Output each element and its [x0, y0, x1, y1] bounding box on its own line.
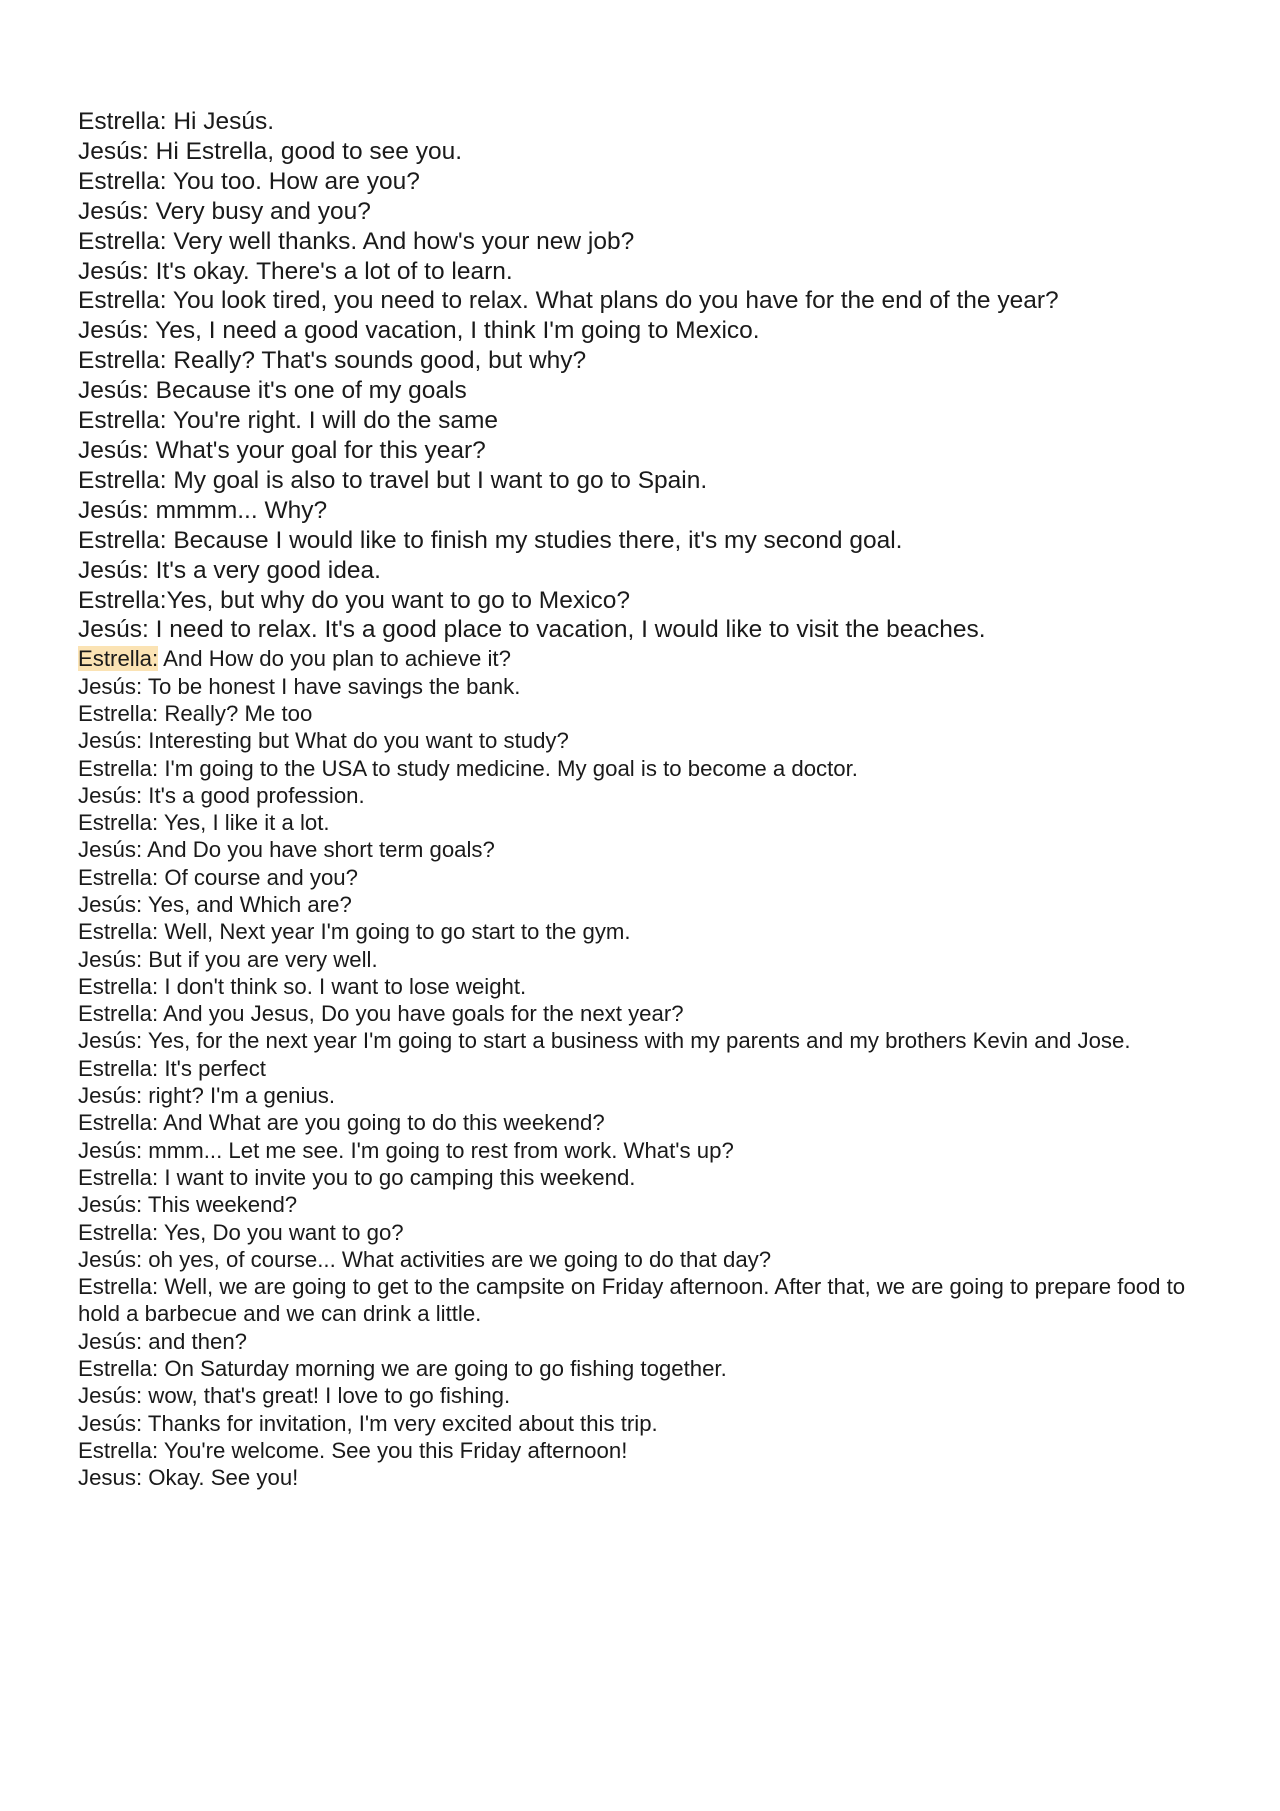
speaker-name: Jesús: [78, 377, 149, 405]
speaker-name: Jesús: [78, 1083, 143, 1109]
speaker-name: Jesús: [78, 436, 149, 464]
speaker-name: Estrella: [78, 227, 167, 255]
utterance-text: It's a good profession. [142, 782, 365, 808]
speaker-name: Jesús: [78, 317, 149, 345]
utterance-text: And What are you going to do this weekend? [158, 1110, 605, 1136]
dialogue-line [78, 556, 1228, 586]
speaker-name: Jesús: [78, 946, 143, 972]
utterance-text: Okay. See you! [142, 1465, 299, 1491]
dialogue-line [78, 645, 1228, 672]
speaker-name: Estrella: [78, 167, 167, 195]
speaker-name: Estrella: [78, 646, 159, 672]
dialogue-line [78, 673, 1228, 700]
utterance-text: And you Jesus, Do you have goals for the next year? [158, 1001, 684, 1027]
speaker-name: Estrella: [78, 1110, 159, 1136]
utterance-text: Yes, I need a good vacation, I think I'm going to Mexico. [148, 317, 760, 345]
dialogue-line [78, 1137, 1228, 1164]
dialogue-line [78, 1382, 1228, 1409]
dialogue-line [78, 1164, 1228, 1191]
dialogue-line [78, 1219, 1228, 1246]
speaker-name: Jesús: [78, 1192, 143, 1218]
speaker-name: Jesús: [78, 673, 143, 699]
speaker-name: Jesús: [78, 1137, 143, 1163]
speaker-name: Estrella: [78, 1437, 159, 1463]
utterance-text: Because I would like to finish my studies there, it's my second goal. [166, 526, 903, 554]
utterance-text: I want to invite you to go camping this weekend. [158, 1164, 636, 1190]
dialogue-transcript [78, 107, 1228, 1492]
dialogue-line [78, 197, 1228, 227]
speaker-name: Estrella: [78, 407, 167, 435]
utterance-text: But if you are very well. [142, 946, 378, 972]
utterance-text: Because it's one of my goals [148, 377, 467, 405]
speaker-name: Jesús: [78, 891, 143, 917]
speaker-name: Jesús: [78, 197, 149, 225]
speaker-name: Estrella: [78, 864, 159, 890]
utterance-text: And Do you have short term goals? [142, 837, 495, 863]
dialogue-line [78, 1437, 1228, 1464]
speaker-name: Jesús: [78, 257, 149, 285]
dialogue-line [78, 836, 1228, 863]
speaker-name: Estrella: [78, 1219, 159, 1245]
dialogue-line [78, 918, 1228, 945]
speaker-name: Estrella: [78, 973, 159, 999]
dialogue-line [78, 316, 1228, 346]
dialogue-line [78, 107, 1228, 137]
speaker-name: Estrella: [78, 755, 159, 781]
utterance-text: You too. How are you? [166, 167, 420, 195]
utterance-text: Yes, and Which are? [142, 891, 352, 917]
dialogue-section-large-font [78, 107, 1228, 645]
speaker-name: Jesus: [78, 1465, 143, 1491]
speaker-name: Jesús: [78, 496, 149, 524]
utterance-text: Thanks for invitation, I'm very excited about this trip. [142, 1410, 658, 1436]
dialogue-line [78, 1027, 1228, 1054]
dialogue-line [78, 496, 1228, 526]
dialogue-line [78, 755, 1228, 782]
dialogue-line [78, 526, 1228, 556]
utterance-text: wow, that's great! I love to go fishing. [142, 1383, 511, 1409]
utterance-text: Yes, Do you want to go? [158, 1219, 404, 1245]
speaker-name: Estrella: [78, 287, 167, 315]
dialogue-line [78, 1246, 1228, 1273]
speaker-name: Estrella: [78, 347, 167, 375]
speaker-name: Estrella: [78, 586, 167, 614]
utterance-text: And How do you plan to achieve it? [158, 646, 511, 672]
dialogue-line [78, 1109, 1228, 1136]
dialogue-line [78, 1273, 1228, 1328]
speaker-name: Jesús: [78, 782, 143, 808]
utterance-text: Very well thanks. And how's your new job? [166, 227, 635, 255]
utterance-text: Yes, I like it a lot. [158, 810, 330, 836]
speaker-name: Jesús: [78, 616, 149, 644]
dialogue-line [78, 586, 1228, 616]
speaker-name: Estrella: [78, 526, 167, 554]
utterance-text: I'm going to the USA to study medicine. My goal is to become a doctor. [158, 755, 858, 781]
utterance-text: To be honest I have savings the bank. [142, 673, 521, 699]
dialogue-line [78, 1082, 1228, 1109]
utterance-text: Well, Next year I'm going to go start to the gym. [158, 919, 631, 945]
speaker-name: Estrella: [78, 1055, 159, 1081]
speaker-name: Estrella: [78, 700, 159, 726]
utterance-text: Interesting but What do you want to study? [142, 728, 569, 754]
speaker-name: Estrella: [78, 1001, 159, 1027]
utterance-text: You're welcome. See you this Friday afternoon! [158, 1437, 628, 1463]
dialogue-line [78, 864, 1228, 891]
speaker-name: Estrella: [78, 919, 159, 945]
speaker-name: Estrella: [78, 1274, 159, 1300]
dialogue-section-small-font [78, 645, 1228, 1491]
dialogue-line [78, 1410, 1228, 1437]
utterance-text: Of course and you? [158, 864, 358, 890]
dialogue-line [78, 1328, 1228, 1355]
utterance-text: It's okay. There's a lot of to learn. [148, 257, 513, 285]
utterance-text: Very busy and you? [148, 197, 371, 225]
dialogue-line [78, 376, 1228, 406]
utterance-text: I don't think so. I want to lose weight. [158, 973, 527, 999]
dialogue-line [78, 167, 1228, 197]
utterance-text: My goal is also to travel but I want to go to Spain. [166, 466, 708, 494]
utterance-text: It's perfect [158, 1055, 266, 1081]
dialogue-line [78, 1464, 1228, 1491]
utterance-text: Yes, for the next year I'm going to start a business with my parents and my brothers Kevin and Jose. [142, 1028, 1131, 1054]
speaker-name: Jesús: [78, 137, 149, 165]
utterance-text: mmmm... Why? [148, 496, 328, 524]
speaker-name: Estrella: [78, 466, 167, 494]
speaker-name: Jesús: [78, 1246, 143, 1272]
utterance-text: and then? [142, 1328, 247, 1354]
utterance-text: Really? Me too [158, 700, 313, 726]
dialogue-line [78, 700, 1228, 727]
dialogue-line [78, 946, 1228, 973]
dialogue-line [78, 1000, 1228, 1027]
utterance-text: Hi Estrella, good to see you. [148, 137, 463, 165]
utterance-text: What's your goal for this year? [148, 436, 486, 464]
speaker-name: Jesús: [78, 728, 143, 754]
utterance-text: You're right. I will do the same [166, 407, 499, 435]
dialogue-line [78, 615, 1228, 645]
utterance-text: I need to relax. It's a good place to vacation, I would like to visit the beaches. [148, 616, 986, 644]
speaker-name: Estrella: [78, 1164, 159, 1190]
utterance-text: oh yes, of course... What activities are we going to do that day? [142, 1246, 772, 1272]
speaker-name: Jesús: [78, 837, 143, 863]
dialogue-line [78, 1055, 1228, 1082]
speaker-name: Estrella: [78, 108, 167, 135]
speaker-name: Estrella: [78, 1356, 159, 1382]
utterance-text: Really? That's sounds good, but why? [166, 347, 587, 375]
utterance-text: Hi Jesús. [166, 108, 275, 135]
dialogue-line [78, 973, 1228, 1000]
dialogue-line [78, 891, 1228, 918]
speaker-name: Jesús: [78, 1028, 143, 1054]
utterance-text: On Saturday morning we are going to go fishing together. [158, 1356, 727, 1382]
dialogue-line [78, 727, 1228, 754]
speaker-name: Jesús: [78, 1410, 143, 1436]
utterance-text: Well, we are going to get to the campsite on Friday afternoon. After that, we are going to prepare food to hold a barbecue and we can drink a little. [78, 1274, 1186, 1327]
dialogue-line [78, 257, 1228, 287]
dialogue-line [78, 137, 1228, 167]
dialogue-line [78, 782, 1228, 809]
dialogue-line [78, 809, 1228, 836]
speaker-name: Jesús: [78, 1383, 143, 1409]
dialogue-line [78, 286, 1228, 316]
dialogue-line [78, 227, 1228, 257]
speaker-name: Estrella: [78, 810, 159, 836]
utterance-text: You look tired, you need to relax. What plans do you have for the end of the year? [166, 287, 1059, 315]
utterance-text: Yes, but why do you want to go to Mexico? [166, 586, 631, 614]
dialogue-line [78, 346, 1228, 376]
utterance-text: right? I'm a genius. [142, 1083, 336, 1109]
speaker-name: Jesús: [78, 1328, 143, 1354]
dialogue-line [78, 406, 1228, 436]
speaker-name: Jesús: [78, 556, 149, 584]
dialogue-line [78, 466, 1228, 496]
dialogue-line [78, 1355, 1228, 1382]
utterance-text: This weekend? [142, 1192, 298, 1218]
dialogue-line [78, 1191, 1228, 1218]
dialogue-line [78, 436, 1228, 466]
utterance-text: It's a very good idea. [148, 556, 381, 584]
utterance-text: mmm... Let me see. I'm going to rest from work. What's up? [142, 1137, 734, 1163]
